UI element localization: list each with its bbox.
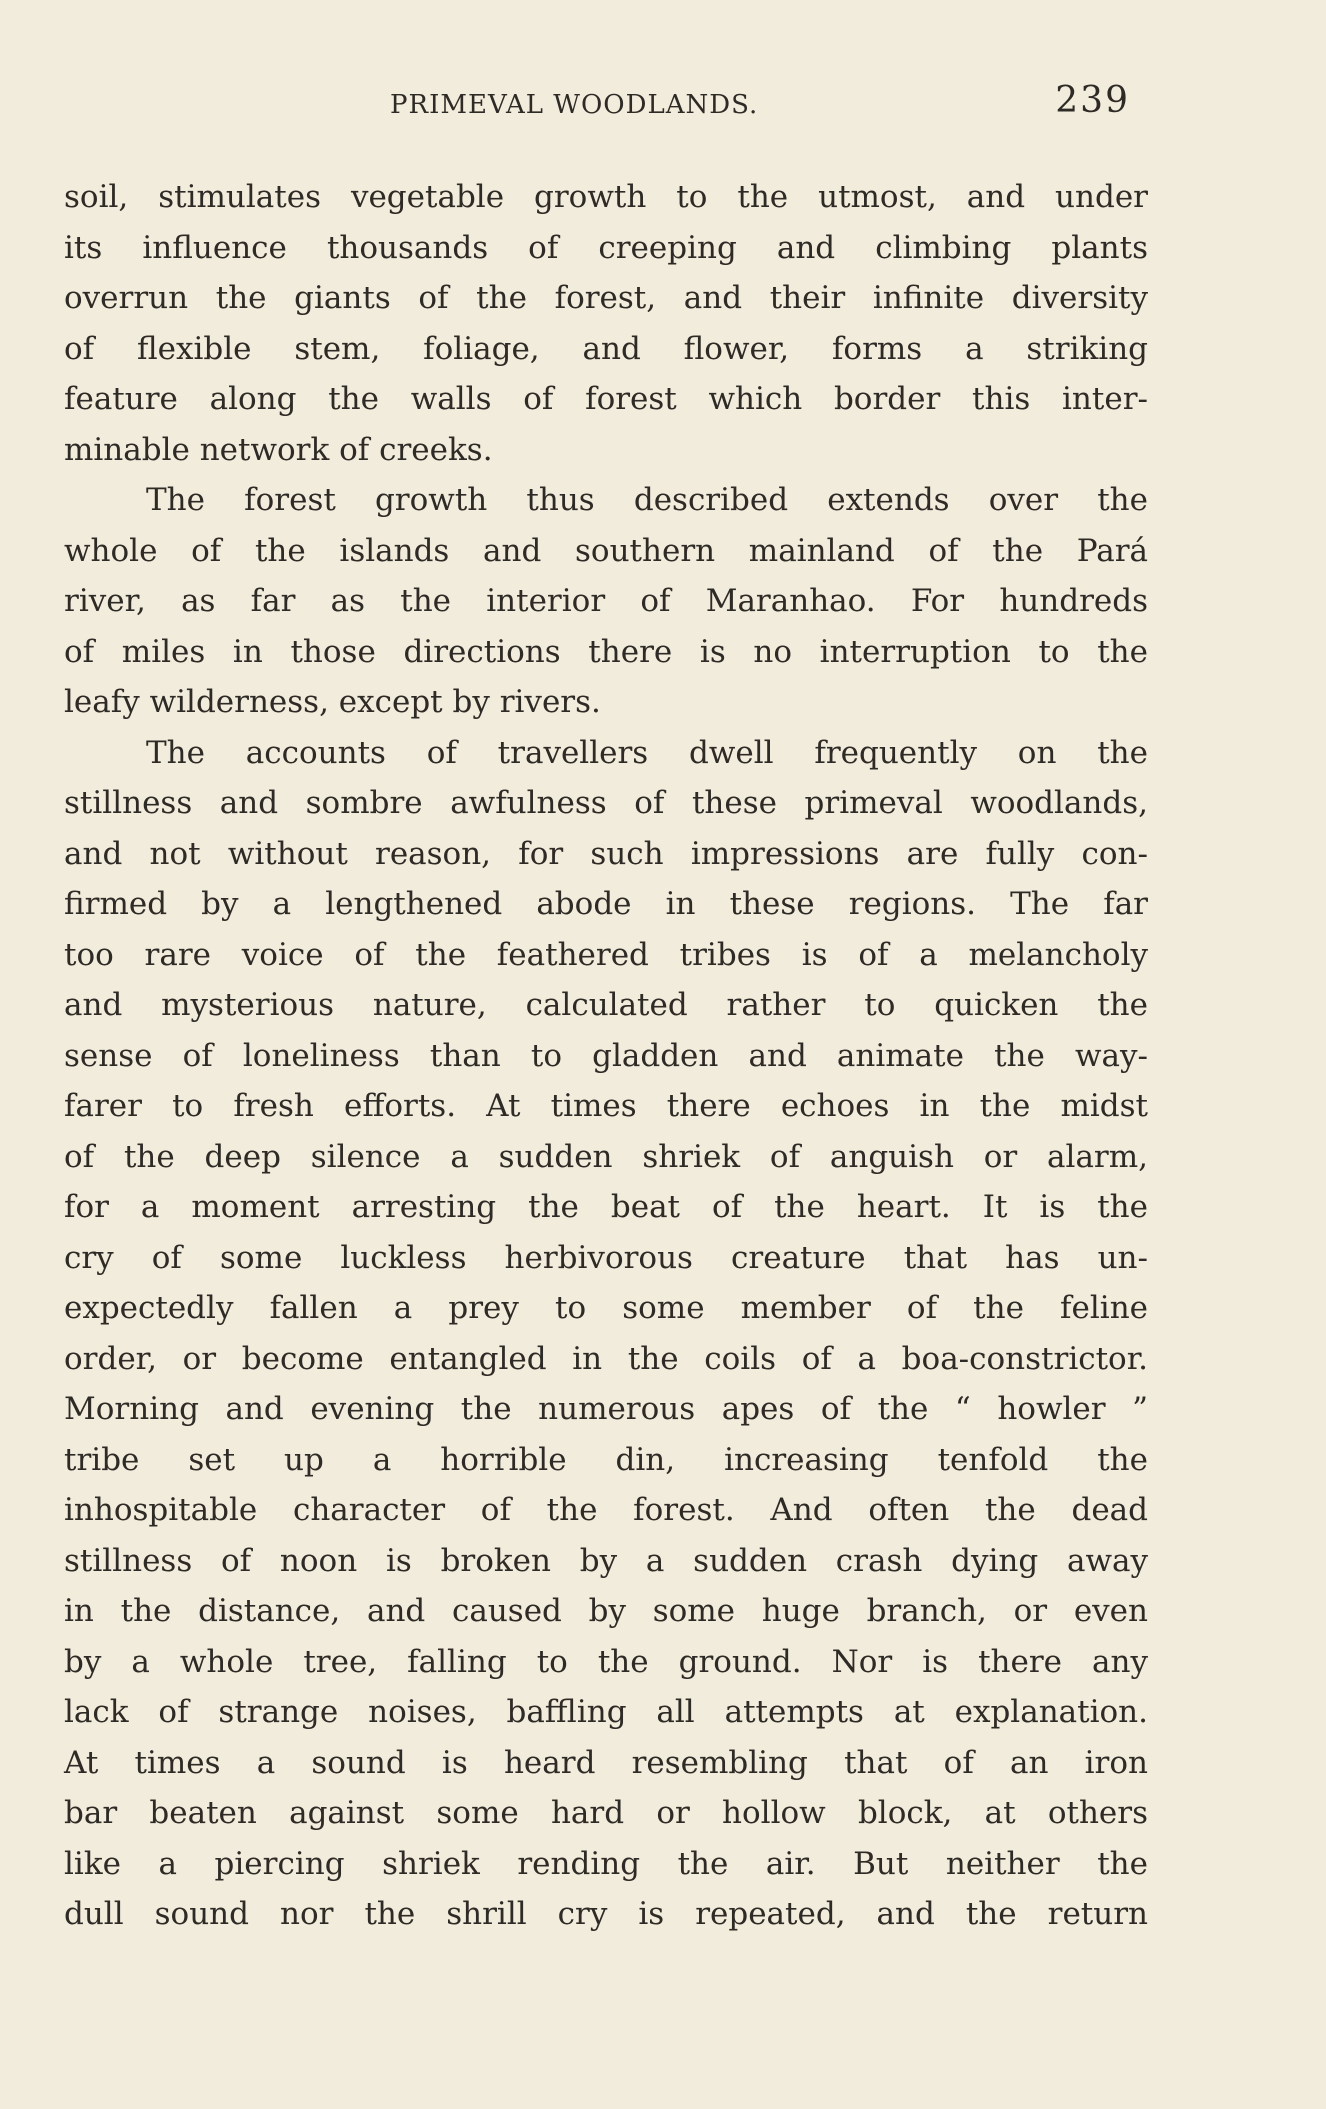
text-line: firmed by a lengthened abode in these regions. The far xyxy=(64,886,1148,922)
text-line: for a moment arresting the beat of the heart. It is the xyxy=(64,1189,1148,1225)
text-line: lack of strange noises, baffling all attempts at explanation. xyxy=(64,1694,1148,1730)
text-line: of miles in those directions there is no interruption to the xyxy=(64,633,1148,670)
text-line: minable network of creeks. xyxy=(64,431,493,468)
text-line: in the distance, and caused by some huge branch, or even xyxy=(64,1593,1148,1629)
text-line: like a piercing shriek rending the air. But neither the xyxy=(64,1845,1148,1882)
text-line: leafy wilderness, except by rivers. xyxy=(64,684,601,720)
text-line: by a whole tree, falling to the ground. Nor is there any xyxy=(64,1643,1148,1680)
text-line: overrun the giants of the forest, and their infinite diversity xyxy=(64,280,1148,316)
text-line: too rare voice of the feathered tribes is of a melancholy xyxy=(64,936,1148,973)
text-line: stillness and sombre awfulness of these primeval woodlands, xyxy=(64,785,1148,821)
text-line: and not without reason, for such impressions are fully con- xyxy=(64,835,1148,872)
text-line: tribe set up a horrible din, increasing tenfold the xyxy=(64,1441,1148,1478)
text-line: feature along the walls of forest which border this inter- xyxy=(64,381,1148,417)
page-number: 239 xyxy=(1055,80,1130,121)
text-line: order, or become entangled in the coils of a boa-constrictor. xyxy=(64,1340,1148,1377)
running-title: PRIMEVAL WOODLANDS. xyxy=(390,90,759,120)
text-line: The accounts of travellers dwell frequently on the xyxy=(146,734,1148,771)
running-head xyxy=(60,80,1130,130)
text-line: Morning and evening the numerous apes of the “ howler ” xyxy=(64,1391,1148,1427)
text-line: dull sound nor the shrill cry is repeated, and the return xyxy=(64,1896,1148,1932)
text-line: stillness of noon is broken by a sudden crash dying away xyxy=(64,1542,1148,1579)
text-line: The forest growth thus described extends over the xyxy=(146,482,1148,518)
text-line: and mysterious nature, calculated rather to quicken the xyxy=(64,987,1148,1023)
text-line: farer to fresh efforts. At times there echoes in the midst xyxy=(64,1088,1148,1124)
body-text xyxy=(64,172,1148,1940)
text-line: soil, stimulates vegetable growth to the utmost, and under xyxy=(64,179,1148,215)
text-line: cry of some luckless herbivorous creature that has un- xyxy=(64,1239,1148,1276)
text-line: river, as far as the interior of Maranhao. For hundreds xyxy=(64,583,1148,619)
text-line: its influence thousands of creeping and climbing plants xyxy=(64,229,1148,266)
text-line: sense of loneliness than to gladden and animate the way- xyxy=(64,1037,1148,1074)
text-line: of flexible stem, foliage, and flower, forms a striking xyxy=(64,330,1148,367)
text-line: At times a sound is heard resembling that of an iron xyxy=(64,1744,1148,1781)
text-line: whole of the islands and southern mainland of the Pará xyxy=(64,532,1148,569)
text-line: bar beaten against some hard or hollow block, at others xyxy=(64,1795,1148,1831)
text-line: inhospitable character of the forest. And often the dead xyxy=(64,1492,1148,1528)
text-line: of the deep silence a sudden shriek of anguish or alarm, xyxy=(64,1138,1148,1175)
text-line: expectedly fallen a prey to some member of the feline xyxy=(64,1290,1148,1326)
